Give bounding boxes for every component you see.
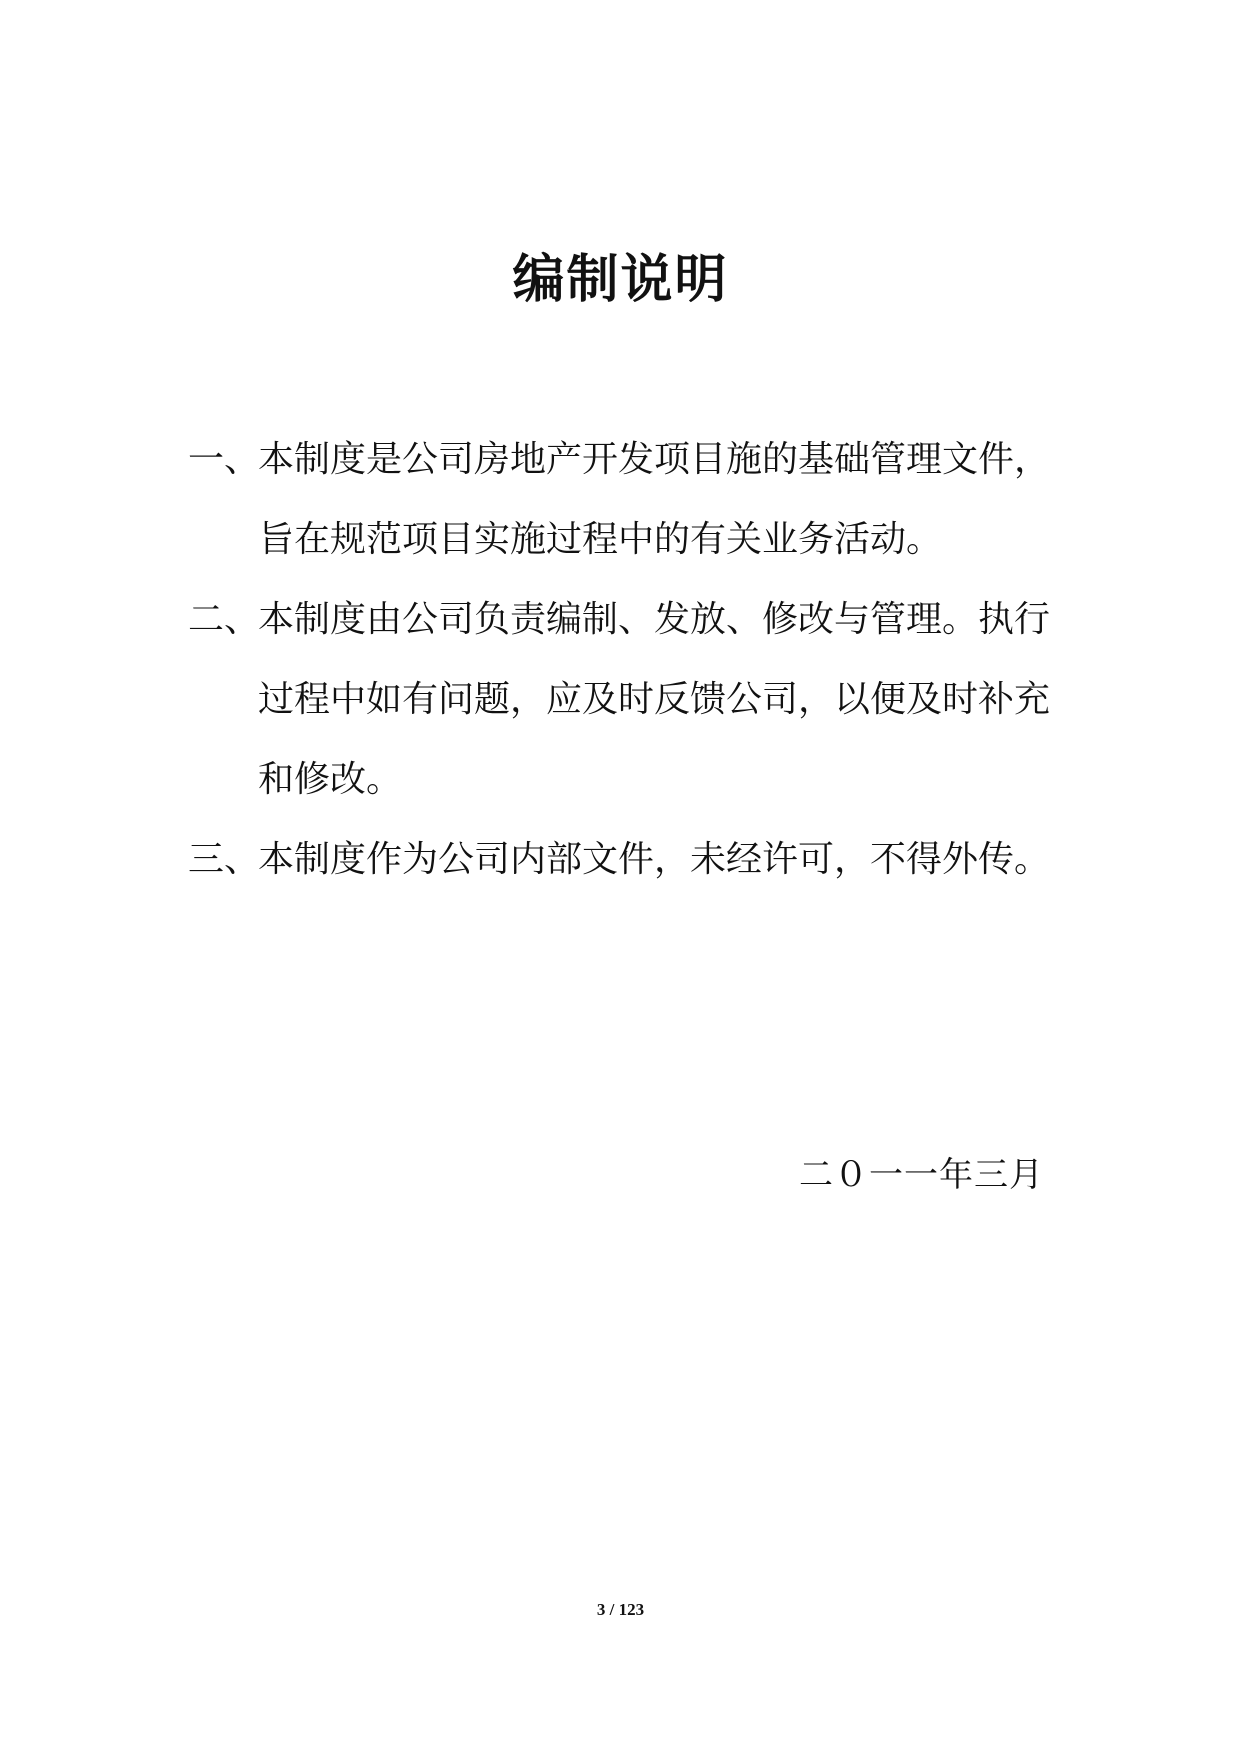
page-number: 3 / 123	[596, 1600, 645, 1619]
list-item	[188, 580, 1058, 820]
item-text: 本制度是公司房地产开发项目施的基础管理文件，旨在规范项目实施过程中的有关业务活动。	[258, 439, 1051, 560]
document-date: 二０一一年三月	[799, 1155, 1044, 1195]
list-item	[188, 420, 1058, 580]
list-item	[188, 820, 1058, 900]
item-number: 二、	[188, 599, 261, 640]
item-number: 三、	[188, 839, 261, 880]
document-body	[188, 420, 1058, 900]
item-text: 本制度由公司负责编制、发放、修改与管理。执行过程中如有问题，应及时反馈公司，以便及时补充和修改。	[258, 599, 1051, 800]
item-text: 本制度作为公司内部文件，未经许可，不得外传。	[258, 839, 1051, 880]
document-title: 编制说明	[512, 250, 729, 310]
item-number: 一、	[188, 439, 261, 480]
